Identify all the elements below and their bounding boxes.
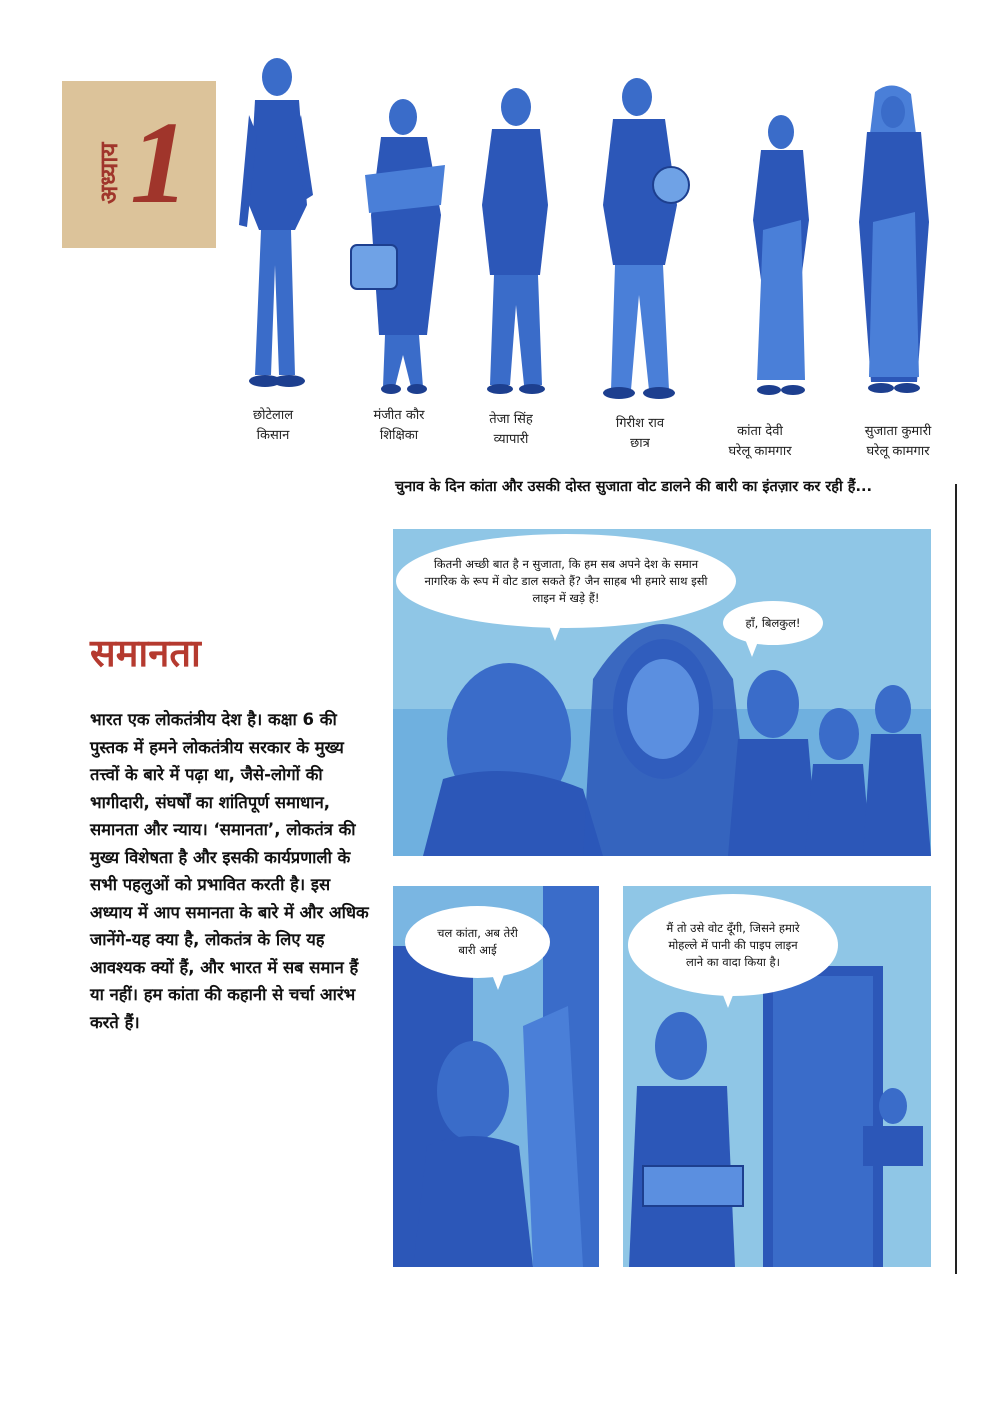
- figure-kanta-illustration: [735, 110, 825, 400]
- person-name: छोटेलाल: [252, 408, 294, 423]
- figure-student-illustration: [585, 75, 695, 400]
- speech-bubble-call: चल कांता, अब तेरी बारी आई: [405, 906, 550, 978]
- figure-sujata-illustration: [845, 82, 940, 400]
- speech-bubble-tail: [745, 639, 759, 657]
- speech-bubble-tail: [491, 972, 505, 990]
- figure-farmer-illustration: [225, 55, 325, 390]
- comic-panel-3: [623, 886, 931, 1267]
- person-name: तेजा सिंह: [489, 412, 533, 427]
- intro-caption: चुनाव के दिन कांता और उसकी दोस्त सुजाता वोट डालने की बारी का इंतज़ार कर रही हैं...: [395, 479, 873, 495]
- section-title: समानता: [90, 631, 201, 675]
- speech-bubble-vote: मैं तो उसे वोट दूँगी, जिसने हमारे मोहल्ले में पानी की पाइप लाइन लाने का वादा किया है।: [628, 894, 838, 996]
- figure-trader-illustration: [470, 85, 560, 395]
- person-role: शिक्षिका: [379, 428, 419, 443]
- person-name: मंजीत कौर: [373, 408, 425, 423]
- figure-teacher-illustration: [345, 95, 455, 395]
- person-role: घरेलू कामगार: [866, 444, 930, 459]
- margin-rule: [955, 484, 957, 1274]
- caption-person-2: [339, 406, 459, 446]
- comic-panel-2: [393, 886, 599, 1267]
- caption-person-3: [451, 410, 571, 450]
- caption-person-1: [213, 406, 333, 446]
- chapter-number: 1: [130, 97, 189, 228]
- speech-bubble-tail: [721, 990, 735, 1008]
- chapter-word: अध्याय: [95, 142, 123, 204]
- person-role: व्यापारी: [493, 432, 529, 447]
- comic-panel-1: [393, 529, 931, 856]
- speech-bubble-kanta: कितनी अच्छी बात है न सुजाता, कि हम सब अपने देश के समान नागरिक के रूप में वोट डाल सकते हैं? जैन साहब भी हमारे साथ इसी लाइन में खड़े हैं!: [396, 534, 736, 628]
- speech-bubble-tail: [548, 623, 562, 641]
- speech-bubble-sujata: हाँ, बिलकुल!: [723, 601, 823, 645]
- caption-person-4: [580, 414, 700, 454]
- person-name: गिरीश राव: [615, 416, 665, 431]
- person-name: सुजाता कुमारी: [864, 424, 932, 439]
- caption-person-5: [700, 422, 820, 462]
- person-name: कांता देवी: [737, 424, 783, 439]
- body-paragraph: भारत एक लोकतंत्रीय देश है। कक्षा 6 की पुस्तक में हमने लोकतंत्रीय सरकार के मुख्य तत्त्वों के बारे में पढ़ा था, जैसे-लोगों की भागीदारी, संघर्षों का शांतिपूर्ण समाधान, समानता और न्याय। ‘समानता’, लोकतंत्र की मुख्य विशेषता है और इसकी कार्यप्रणाली के सभी पहलुओं को प्रभावित करती है। इस अध्याय में आप समानता के बारे में और अधिक जानेंगे-यह क्या है, लोकतंत्र के लिए यह आवश्यक क्यों हैं, और भारत में सब समान हैं या नहीं। हम कांता की कहानी से चर्चा आरंभ करते हैं।: [90, 710, 369, 1032]
- person-role: छात्र: [630, 436, 650, 451]
- person-role: किसान: [256, 428, 290, 443]
- caption-person-6: [838, 422, 958, 462]
- person-role: घरेलू कामगार: [728, 444, 792, 459]
